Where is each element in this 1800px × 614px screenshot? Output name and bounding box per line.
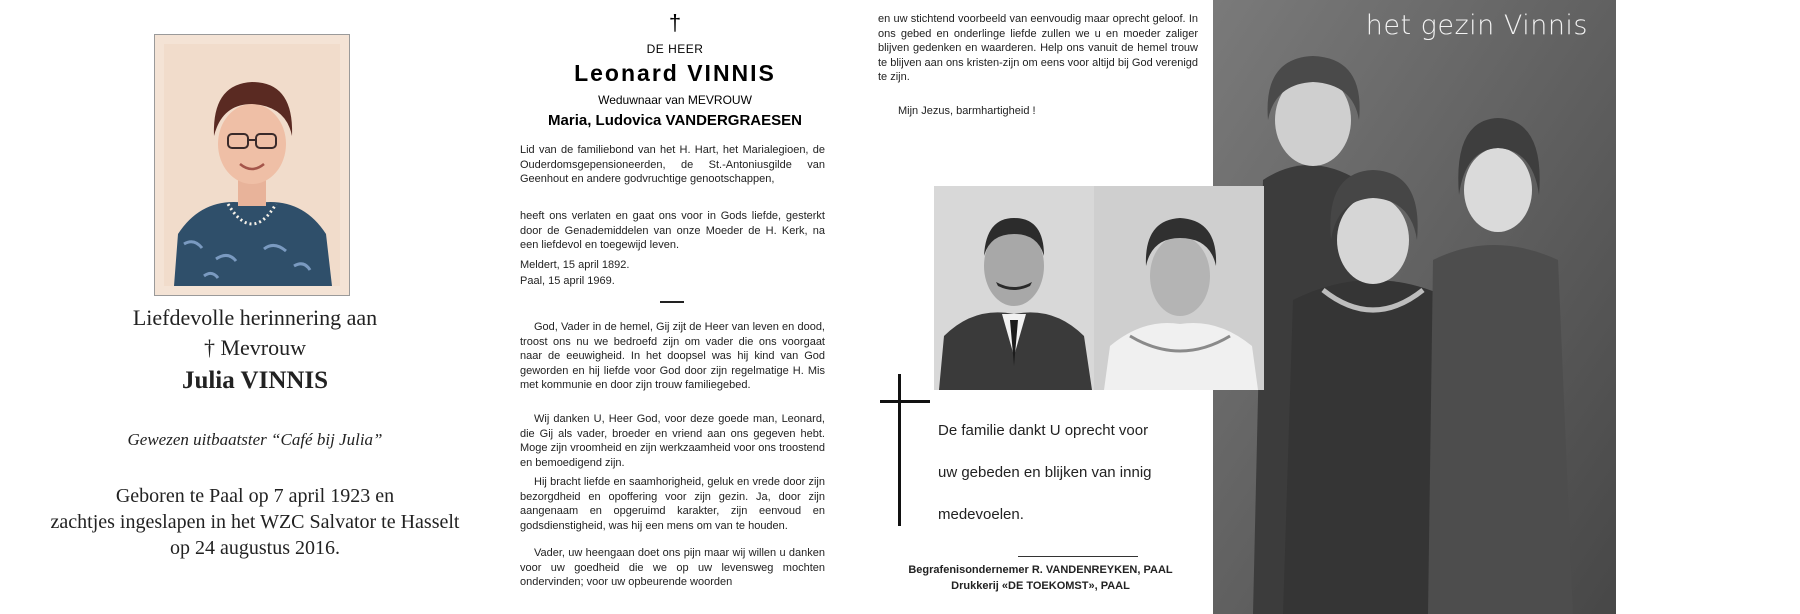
undertaker-line: Begrafenisondernemer R. VANDENREYKEN, PAAL <box>908 564 1173 576</box>
prayer-paragraph-3: Hij bracht liefde en saamhorigheid, geluk en vrede door zijn bezorgdheid en opoffering voor zijn gezin. Ja, door zijn aangenaam en opgeruimd karakter, zijn eenvoud en godsdienstigheid, was hij een mens om van te houden. <box>520 476 825 532</box>
passing-text: heeft ons verlaten en gaat ons voor in Gods liefde, gesterkt door de Genademiddelen van onze Moeder de H. Kerk, na een liefdevol en toegewijd leven. <box>520 210 825 252</box>
leonard-name: Leonard VINNIS <box>574 60 776 86</box>
continuation-text: en uw stichtend voorbeeld van eenvoudig maar oprecht geloof. In ons gebed en onderlinge liefde zullen we u en moeder zaliger blijven gedenken en waarderen. Help ons vanuit de hemel trouw te blijven aan ons kristen-zijn om eens voor altijd bij God verenigd te zijn. <box>878 13 1198 84</box>
bio-line-1: Geboren te Paal op 7 april 1923 en <box>115 485 395 507</box>
memorial-card-leonard-front <box>520 0 830 614</box>
thanks-line-3: medevoelen. <box>938 506 1024 523</box>
memorial-heading: Liefdevolle herinnering aan <box>132 305 378 330</box>
thanks-line-1: De familie dankt U oprecht voor <box>938 422 1149 439</box>
occupation-line: Gewezen uitbaatster “Café bij Julia” <box>127 430 383 449</box>
membership-text: Lid van de familiebond van het H. Hart, het Marialegioen, de Ouderdomsgepensioneerden, de St.-Antoniusgilde van Geenhout en andere godvruchtige genootschappen, <box>520 144 825 186</box>
cross-symbol: † <box>668 10 682 35</box>
bio-line-2: zachtjes ingeslapen in het WZC Salvator te Hasselt <box>50 511 460 533</box>
printer-line: Drukkerij «DE TOEKOMST», PAAL <box>951 580 1130 592</box>
title-line: DE HEER <box>646 42 704 56</box>
woman-portrait-illustration <box>164 44 340 286</box>
cross-horizontal <box>880 400 930 403</box>
family-title: het gezin Vinnis <box>1365 10 1588 41</box>
cross-vertical <box>898 374 901 526</box>
widower-line: Weduwnaar van MEVROUW <box>598 93 752 107</box>
prayer-paragraph-2: Wij danken U, Heer God, voor deze goede man, Leonard, die Gij als vader, broeder en vriend aan ons gegeven hebt. Moge zijn vroomheid en zijn werkzaamheid voor ons troostend en bemoedigend zijn. <box>520 413 825 469</box>
bio-line-3: op 24 augustus 2016. <box>170 537 340 559</box>
portrait-photo-julia <box>154 34 350 296</box>
divider <box>660 301 684 303</box>
deceased-name: Julia VINNIS <box>181 367 329 394</box>
family-photo-illustration <box>1213 0 1616 614</box>
spouse-name: Maria, Ludovica VANDERGRAESEN <box>548 112 802 129</box>
birth-line: Meldert, 15 april 1892. <box>520 259 630 271</box>
footer-rule <box>1018 556 1138 557</box>
thanks-line-2: uw gebeden en blijken van innig <box>938 464 1152 481</box>
prayer-paragraph-1: God, Vader in de hemel, Gij zijt de Heer van leven en dood, troost ons nu we bedroefd zijn om vader die ons voorgaat naar de eeuwigheid. In het doopsel was hij kind van God geworden en hij liefde voor God door zijn regelmatige H. Mis met kommunie en door zijn trouw familiegebed. <box>520 321 825 392</box>
invocation-line: Mijn Jezus, barmhartigheid ! <box>898 105 1036 117</box>
prayer-paragraph-4: Vader, uw heengaan doet ons pijn maar wij willen u danken voor uw goedheid die we op uw levensweg mochten ondervinden; voor uw opbeurende woorden <box>520 547 825 589</box>
family-photo-panel <box>1213 0 1616 614</box>
couple-photos <box>934 186 1264 390</box>
memorial-card-julia <box>0 0 510 614</box>
death-line: Paal, 15 april 1969. <box>520 275 615 287</box>
couple-portrait-illustration <box>934 186 1264 390</box>
memorial-prefix: † Mevrouw <box>203 335 307 360</box>
